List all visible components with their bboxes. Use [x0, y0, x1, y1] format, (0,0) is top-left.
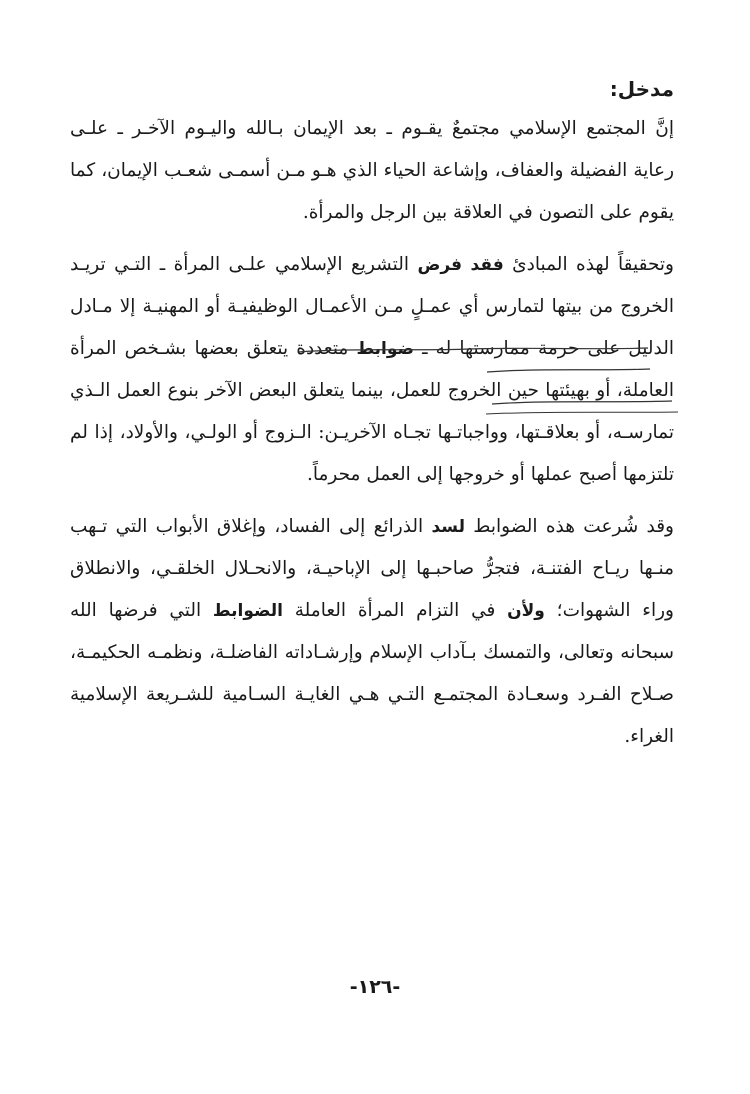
paragraph-3-text-g: التي فرضها الله سبحانه وتعالى، والتمسك بـآداب الإسلام وإرشـاداته الفاضلـة، ونظمـه الحكيمـة، صـلاح الفـرد وسعـادة المجتمـع التـي هـي الغايـة السـامية للشـريعة الإسلامية الغراء. — [70, 600, 674, 747]
page-number: -١٢٦- — [349, 976, 401, 998]
paragraph-3-bold-d: ولأن — [507, 601, 545, 621]
section-heading: مدخل: — [609, 77, 674, 101]
paragraph-2-bold-a: فقد فرض — [417, 255, 504, 275]
paragraph-3-bold-f: الضوابط — [212, 601, 283, 621]
paragraph-3 — [70, 506, 674, 758]
paragraph-2-text-c: التشريع الإسلامي علـى المرأة ـ التـي تريـد الخروج من بيتها لتمارس أي عمـلٍ مـن الأعمـال الوظيفيـة أو المهنيـة إلا مـادل الدليل على حرمة ممارستها له ـ — [70, 254, 674, 359]
paragraph-3-text-c: الذرائع إلى الفساد، وإغلاق الأبواب التي تـهب منـها ريـاح الفتنـة، فتجرُّ صاحبـها إلى الإباحيـة، والانحـلال الخلقـي، والانطلاق وراء الشهوات؛ — [70, 516, 674, 621]
paragraph-2 — [70, 244, 674, 496]
paragraph-2-text-a: وتحقيقاً لهذه المبادئ — [503, 254, 674, 275]
document-page — [70, 74, 674, 768]
paragraph-3-text-a: وقد شُرعت هذه الضوابط — [465, 516, 674, 537]
paragraph-2-text-e: متعددة يتعلق بعضها بشـخص المرأة العاملة، أو بهيئتها حين الخروج للعمل، بينما يتعلق البعض الآخر بنوع العمل الـذي تمارسـه، أو بعلاقـتها، وواجباتـها تجـاه الآخريـن: الـزوج أو الولـي، والأولاد، إذا لم تلتزمها أصبح عملها أو خروجها إلى العمل محرماً. — [70, 338, 674, 485]
paragraph-1-text: إنَّ المجتمع الإسلامي مجتمعٌ يقـوم ـ بعد الإيمان بـالله واليـوم الآخـر ـ علـى رعاية الفضيلة والعفاف، وإشاعة الحياء الذي هـو مـن أسمـى شعـب الإيمان، كما يقوم على التصون في العلاقة بين الرجل والمرأة. — [70, 118, 674, 223]
paragraph-3-text-e: في التزام المرأة العاملة — [282, 600, 508, 621]
paragraph-1 — [70, 108, 674, 234]
paragraph-3-bold-b: لسد — [431, 517, 465, 537]
paragraph-2-bold-d: ضوابط — [356, 339, 414, 359]
